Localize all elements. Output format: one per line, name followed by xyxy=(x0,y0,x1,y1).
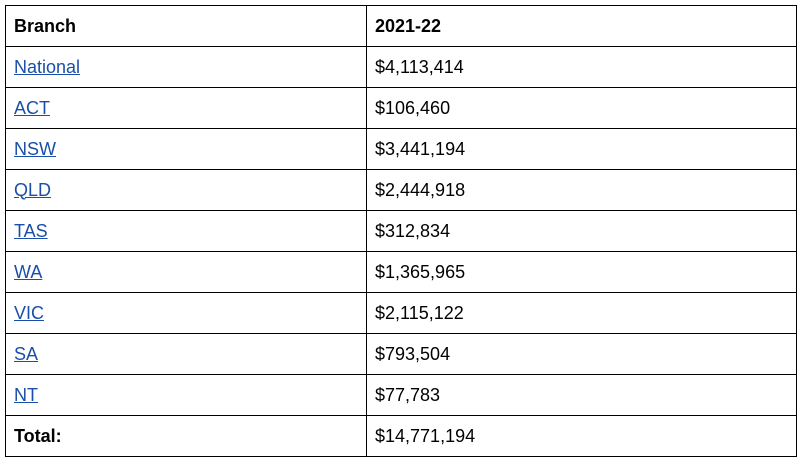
table-row xyxy=(6,129,797,170)
table-row xyxy=(6,211,797,252)
branch-cell xyxy=(6,211,367,252)
header-year: 2021-22 xyxy=(367,6,797,47)
branch-link-qld[interactable]: QLD xyxy=(14,179,52,200)
table-row xyxy=(6,252,797,293)
table-row xyxy=(6,170,797,211)
table-row xyxy=(6,375,797,416)
branch-link-sa[interactable]: SA xyxy=(14,343,39,364)
total-label: Total: xyxy=(6,416,367,457)
amount-cell: $2,444,918 xyxy=(367,170,797,211)
table-header-row xyxy=(6,6,797,47)
amount-cell: $1,365,965 xyxy=(367,252,797,293)
table-row xyxy=(6,88,797,129)
branch-link-nt[interactable]: NT xyxy=(14,384,38,405)
branch-link-nsw[interactable]: NSW xyxy=(14,138,56,159)
branch-link-act[interactable]: ACT xyxy=(14,97,50,118)
branch-cell xyxy=(6,252,367,293)
branch-cell xyxy=(6,88,367,129)
branch-cell xyxy=(6,334,367,375)
amount-cell: $2,115,122 xyxy=(367,293,797,334)
total-amount: $14,771,194 xyxy=(367,416,797,457)
amount-cell: $106,460 xyxy=(367,88,797,129)
amount-cell: $3,441,194 xyxy=(367,129,797,170)
table-row xyxy=(6,47,797,88)
table-row xyxy=(6,334,797,375)
branch-cell xyxy=(6,375,367,416)
branch-cell xyxy=(6,129,367,170)
amount-cell: $77,783 xyxy=(367,375,797,416)
branch-link-tas[interactable]: TAS xyxy=(14,220,48,241)
branch-link-vic[interactable]: VIC xyxy=(14,302,45,323)
header-branch: Branch xyxy=(6,6,367,47)
table-total-row xyxy=(6,416,797,457)
branch-cell xyxy=(6,170,367,211)
amount-cell: $4,113,414 xyxy=(367,47,797,88)
branch-link-wa[interactable]: WA xyxy=(14,261,43,282)
table-row xyxy=(6,293,797,334)
branch-link-national[interactable]: National xyxy=(14,56,81,77)
amount-cell: $793,504 xyxy=(367,334,797,375)
branch-funding-table xyxy=(5,5,797,457)
branch-cell xyxy=(6,47,367,88)
amount-cell: $312,834 xyxy=(367,211,797,252)
branch-cell xyxy=(6,293,367,334)
